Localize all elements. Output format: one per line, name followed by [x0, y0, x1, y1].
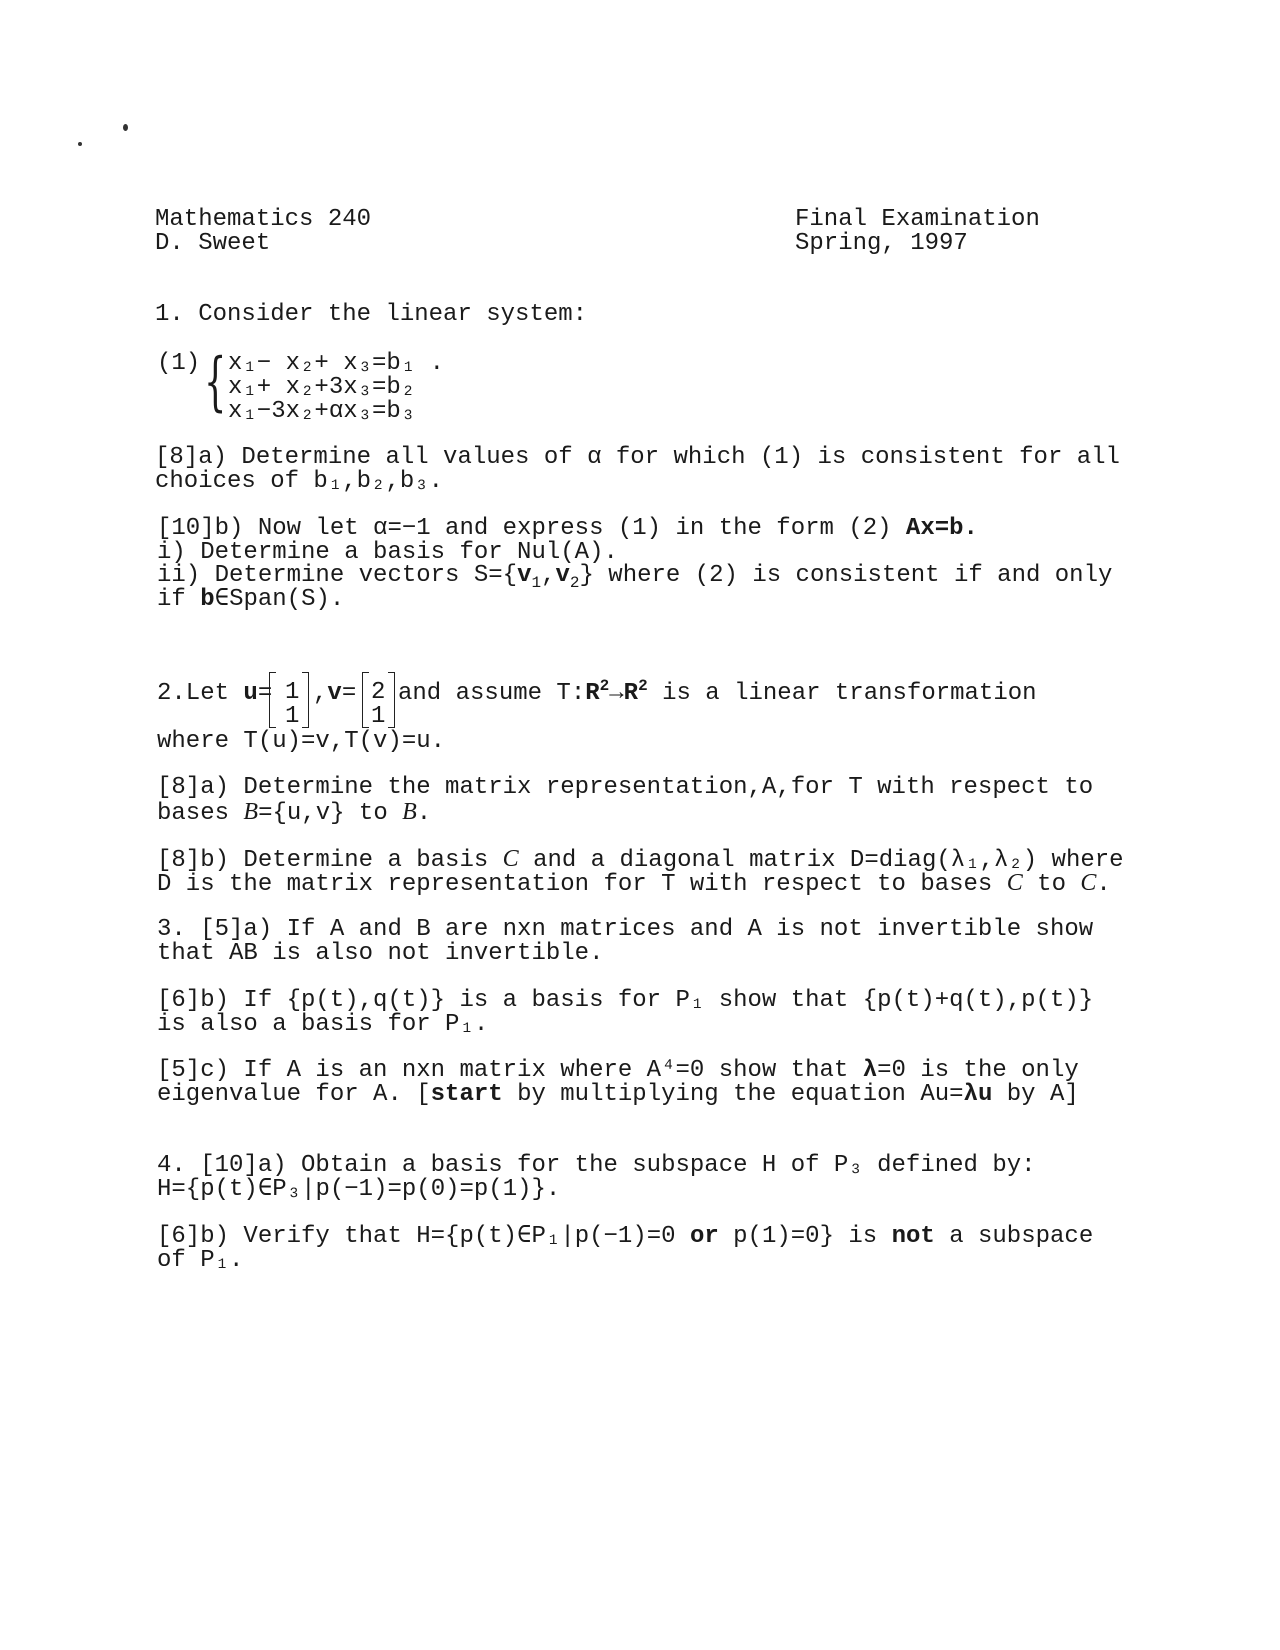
q2-lead: 2.Let u=: [157, 680, 273, 707]
q2a-line-2: bases B={u,v} to B.: [157, 799, 432, 827]
q1b-part-i: i) Determine a basis for Nul(A).: [157, 539, 618, 566]
q1-equation-2: x₁+ x₂+3x₃=b₂: [228, 374, 416, 401]
q1-intro: 1. Consider the linear system:: [155, 301, 588, 328]
q4b-line-2: of P₁.: [157, 1247, 244, 1274]
q3b-line-1: [6]b) If {p(t),q(t)} is a basis for P₁ show that {p(t)+q(t),p(t)}: [157, 987, 1094, 1014]
q2-v-label: ,v=: [313, 680, 357, 707]
q1b-part-ii-line-1: ii) Determine vectors $S=\{v_1,v_2\}$ where (2) is consistent if and only: [157, 562, 1113, 592]
scan-speck: [78, 142, 82, 146]
system-brace-icon: {: [204, 345, 227, 419]
q3c-line-2: eigenvalue for A. [start by multiplying the equation Au=λu by A]: [157, 1081, 1079, 1108]
v-vector-bottom: 1: [371, 703, 386, 730]
q1a-line-1: [8]a) Determine all values of α for which (1) is consistent for all: [155, 444, 1120, 471]
u-vector-left-bracket: [269, 672, 276, 728]
u-vector-right-bracket: [302, 672, 309, 728]
q1-equation-1: x₁− x₂+ x₃=b₁ .: [228, 350, 445, 377]
exam-title: Final Examination: [795, 206, 1040, 233]
q1b-line-1: [10]b) Now let α=−1 and express (1) in the form (2) Ax=b.: [157, 515, 978, 542]
q4b-line-1: [6]b) Verify that H={p(t)∈P₁|p(−1)=0 or p(1)=0} is not a subspace: [157, 1223, 1094, 1250]
u-vector-top: 1: [285, 679, 300, 706]
q3b-line-2: is also a basis for P₁.: [157, 1011, 489, 1038]
scan-speck: [123, 124, 128, 131]
q3a-line-1: 3. [5]a) If A and B are nxn matrices and A is not invertible show: [157, 916, 1094, 943]
v-vector-top: 2: [371, 679, 386, 706]
q3a-line-2: that AB is also not invertible.: [157, 940, 604, 967]
q3c-line-1: [5]c) If A is an nxn matrix where A⁴=0 show that λ=0 is the only: [157, 1057, 1079, 1084]
q1b-part-ii-line-2: if b∈Span(S).: [157, 586, 345, 613]
q2-transformation-text: and assume $T:R^2\to R^2$ is a linear transformation: [398, 677, 1037, 707]
exam-term: Spring, 1997: [795, 230, 968, 257]
q2a-line-1: [8]a) Determine the matrix representation,A,for T with respect to: [157, 774, 1094, 801]
q1-system-label: (1): [157, 350, 201, 377]
q2-where: where T(u)=v,T(v)=u.: [157, 728, 446, 755]
q1-equation-3: x₁−3x₂+αx₃=b₃: [228, 398, 416, 425]
instructor-name: D. Sweet: [155, 230, 271, 257]
v-vector-left-bracket: [362, 672, 369, 728]
q4a-line-2: H={p(t)∈P₃|p(−1)=p(0)=p(1)}.: [157, 1176, 561, 1203]
v-vector-right-bracket: [388, 672, 395, 728]
course-name: Mathematics 240: [155, 206, 372, 233]
u-vector-bottom: 1: [285, 703, 300, 730]
q2b-line-2: D is the matrix representation for T with respect to bases C to C.: [157, 870, 1111, 898]
q4a-line-1: 4. [10]a) Obtain a basis for the subspace H of P₃ defined by:: [157, 1152, 1036, 1179]
q1a-line-2: choices of b₁,b₂,b₃.: [155, 468, 444, 495]
q2b-line-1: [8]b) Determine a basis C and a diagonal matrix D=diag(λ₁,λ₂) where: [157, 846, 1124, 874]
